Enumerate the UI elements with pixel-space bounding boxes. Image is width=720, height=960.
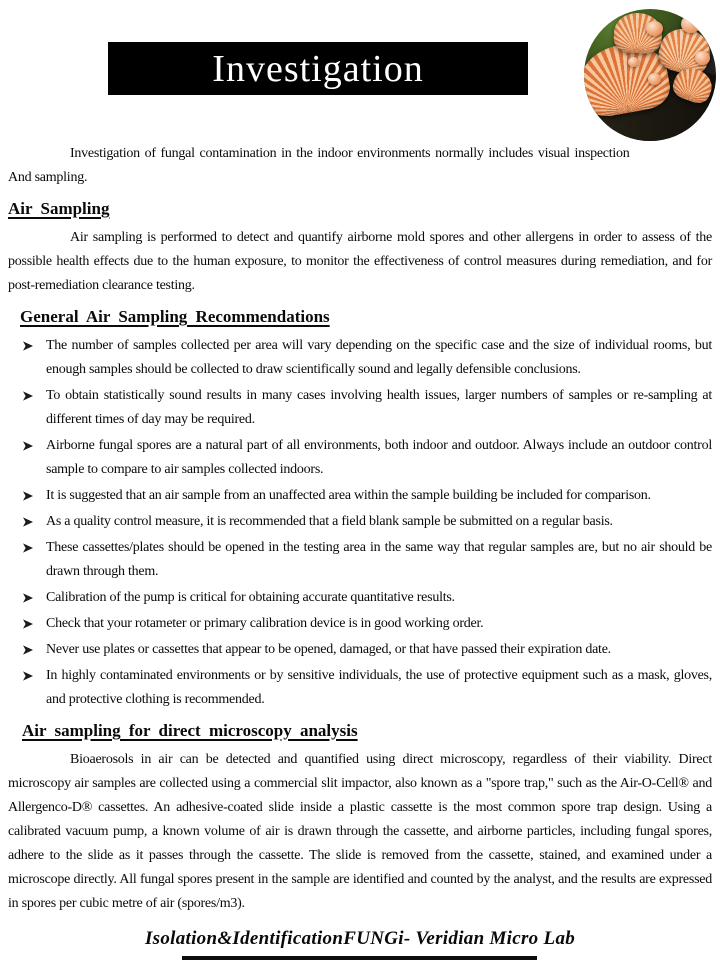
page-title: Investigation <box>212 47 424 90</box>
recommendation-item <box>8 434 712 482</box>
recommendation-item <box>8 536 712 584</box>
bullet-arrow-icon <box>23 341 33 351</box>
recommendation-text: The number of samples collected per area will vary depending on the specific case and the size of individual rooms, but enough samples should be collected to draw scientifically sound and legally defensible conclusions. <box>46 338 712 377</box>
mushroom-cap-icon <box>628 57 639 67</box>
footer-credit: Isolation&IdentificationFUNGi- Veridian Micro Lab <box>144 928 576 949</box>
recommendation-text: Airborne fungal spores are a natural part of all environments, both indoor and outdoor. Always include an outdoor control sample to compare to air samples collected indoors. <box>46 438 712 477</box>
recommendation-text: Check that your rotameter or primary calibration device is in good working order. <box>46 616 484 631</box>
recommendation-item <box>8 334 712 382</box>
mushrooms-photo <box>584 9 716 141</box>
recommendations-list <box>8 334 712 712</box>
mushroom-cap-icon <box>646 21 663 36</box>
heading-air-sampling: Air Sampling <box>8 199 110 218</box>
paragraph-air-sampling: Air sampling is performed to detect and quantify airborne mold spores and other allergens in order to assess of the possible health effects due to the human exposure, to monitor the effectiveness of control measures during remediation, and for post-remediation clearance testing. <box>8 230 712 293</box>
bullet-arrow-icon <box>23 441 33 451</box>
title-banner <box>108 42 528 95</box>
recommendation-text: In highly contaminated environments or by sensitive individuals, the use of protective equipment such as a mask, gloves, and protective clothing is recommended. <box>46 668 712 707</box>
recommendation-item <box>8 510 712 534</box>
mushroom-cap-icon <box>695 51 710 65</box>
footer-underline-bar <box>182 956 537 960</box>
recommendation-item <box>8 664 712 712</box>
recommendation-text: To obtain statistically sound results in many cases involving health issues, larger numbers of samples or re-sampling at different times of day may be required. <box>46 388 712 427</box>
recommendation-text: Never use plates or cassettes that appear to be opened, damaged, or that have passed their expiration date. <box>46 642 611 657</box>
bullet-arrow-icon <box>23 391 33 401</box>
recommendation-item <box>8 586 712 610</box>
recommendation-text: Calibration of the pump is critical for obtaining accurate quantitative results. <box>46 590 455 605</box>
recommendation-text: As a quality control measure, it is recommended that a field blank sample be submitted on a regular basis. <box>46 514 613 529</box>
paragraph-direct-microscopy: Bioaerosols in air can be detected and quantified using direct microscopy, regardless of their viability. Direct microscopy air samples are collected using a commercial slit impactor, also known as a "spore trap," such as the Air-O-Cell® and Allergenco-D® cassettes. An adhesive-coated slide inside a plastic cassette is the most common spore trap design. Using a calibrated vacuum pump, a known volume of air is drawn through the cassette, and airborne particles, including fungal spores, adhere to the slide as it passes through the cassette. The slide is removed from the cassette, stained, and examined under a microscope directly. All fungal spores present in the sample are identified and counted by the analyst, and the results are expressed in spores per cubic metre of air (spores/m3). <box>8 752 712 911</box>
mushroom-cap-icon <box>681 15 701 33</box>
intro-line-2: And sampling. <box>8 170 88 185</box>
document-body <box>8 142 712 916</box>
recommendation-item <box>8 612 712 636</box>
bullet-arrow-icon <box>23 543 33 553</box>
bullet-arrow-icon <box>23 517 33 527</box>
recommendation-item <box>8 484 712 508</box>
intro-line-1: Investigation of fungal contamination in the indoor environments normally includes visual inspection <box>70 146 630 161</box>
bullet-arrow-icon <box>23 671 33 681</box>
mushroom-cap-icon <box>648 73 661 85</box>
bullet-arrow-icon <box>23 645 33 655</box>
bullet-arrow-icon <box>23 619 33 629</box>
recommendation-text: It is suggested that an air sample from an unaffected area within the sample building be included for comparison. <box>46 488 651 503</box>
heading-direct-microscopy: Air sampling for direct microscopy analysis <box>22 721 358 740</box>
heading-general-recommendations: General Air Sampling Recommendations <box>20 307 330 326</box>
recommendation-item <box>8 384 712 432</box>
bullet-arrow-icon <box>23 593 33 603</box>
recommendation-item <box>8 638 712 662</box>
bullet-arrow-icon <box>23 491 33 501</box>
recommendation-text: These cassettes/plates should be opened in the testing area in the same way that regular samples are, but no air should be drawn through them. <box>46 540 712 579</box>
